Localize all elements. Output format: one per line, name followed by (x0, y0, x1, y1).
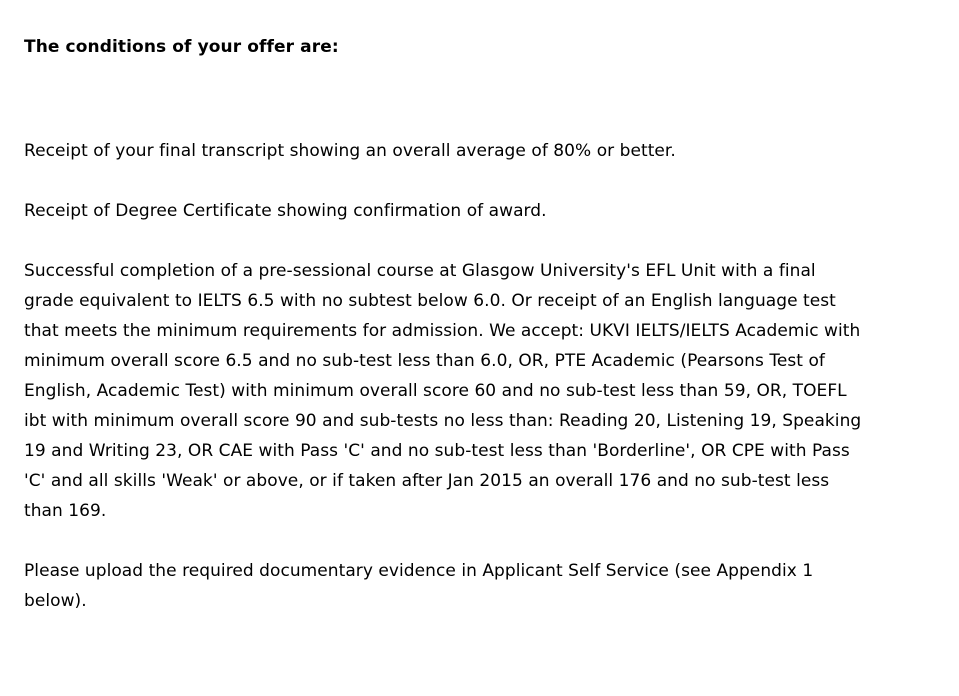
page-title: The conditions of your offer are: (24, 37, 339, 57)
condition-paragraph-english-language: Successful completion of a pre-sessional course at Glasgow University's EFL Unit with a final grade equivalent to IELTS 6.5 with no subtest below 6.0. Or receipt of an English language test that meets the minimum requirements for admission. We accept: UKVI IELTS/IELTS Academic with minimum overall score 6.5 and no sub-test less than 6.0, OR, PTE Academic (Pearsons Test of English, Academic Test) with minimum overall score 60 and no sub-test less than 59, OR, TOEFL ibt with minimum overall score 90 and sub-tests no less than: Reading 20, Listening 19, Speaking 19 and Writing 23, OR CAE with Pass 'C' and no sub-test less than 'Borderline', OR CPE with Pass 'C' and all skills 'Weak' or above, or if taken after Jan 2015 an overall 176 and no sub-test less than 169. (24, 261, 862, 522)
heading-spacer (24, 58, 935, 136)
condition-paragraph-upload-evidence: Please upload the required documentary evidence in Applicant Self Service (see Appendix 1 below). (24, 561, 814, 612)
condition-paragraph-degree-certificate: Receipt of Degree Certificate showing confirmation of award. (24, 201, 547, 222)
condition-paragraph-transcript: Receipt of your final transcript showing an overall average of 80% or better. (24, 141, 676, 162)
